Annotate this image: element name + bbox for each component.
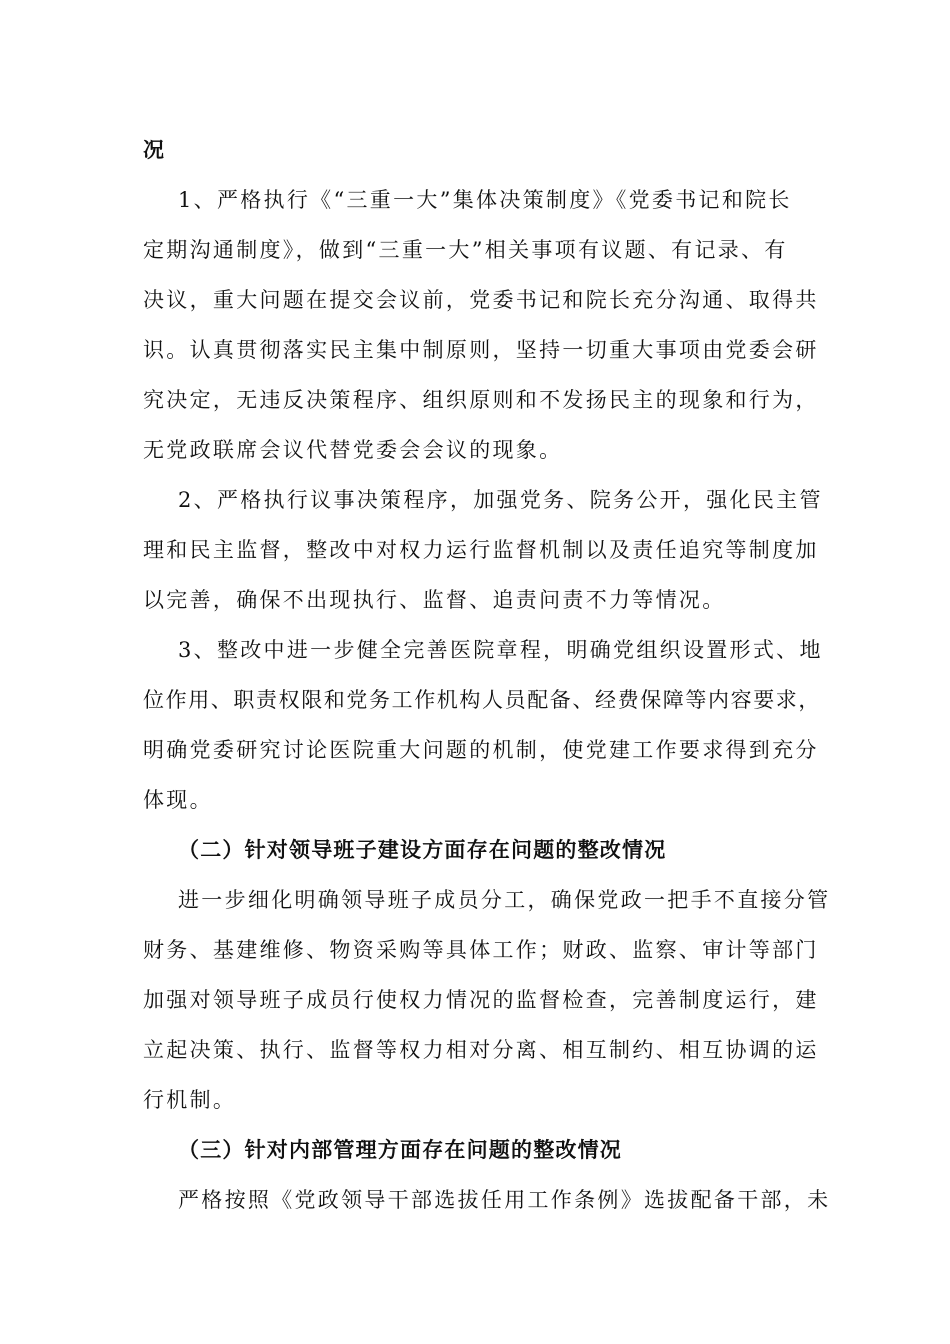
paragraph-4-line-3: 加强对领导班子成员行使权力情况的监督检查，完善制度运行，建 xyxy=(143,988,819,1012)
paragraph-3-line-1: 3、整改中进一步健全完善医院章程，明确党组织设置形式、地 xyxy=(178,638,823,662)
paragraph-1-line-2: 定期沟通制度》，做到“三重一大”相关事项有议题、有记录、有 xyxy=(143,238,788,262)
paragraph-5-line-1: 严格按照《党政领导干部选拔任用工作条例》选拔配备干部，未 xyxy=(178,1188,831,1212)
paragraph-2-line-3: 以完善，确保不出现执行、监督、追责问责不力等情况。 xyxy=(143,588,726,612)
paragraph-3-line-3: 明确党委研究讨论医院重大问题的机制，使党建工作要求得到充分 xyxy=(143,738,819,762)
section-heading-3: （三）针对内部管理方面存在问题的整改情况 xyxy=(178,1138,622,1162)
paragraph-1-line-3: 决议，重大问题在提交会议前，党委书记和院长充分沟通、取得共 xyxy=(143,288,819,312)
paragraph-4-line-4: 立起决策、执行、监督等权力相对分离、相互制约、相互协调的运 xyxy=(143,1038,819,1062)
paragraph-4-line-2: 财务、基建维修、物资采购等具体工作；财政、监察、审计等部门 xyxy=(143,938,819,962)
paragraph-2-line-2: 理和民主监督，整改中对权力运行监督机制以及责任追究等制度加 xyxy=(143,538,819,562)
paragraph-2-line-1: 2、严格执行议事决策程序，加强党务、院务公开，强化民主管 xyxy=(178,488,823,512)
paragraph-1-line-5: 究决定，无违反决策程序、组织原则和不发扬民主的现象和行为， xyxy=(143,388,819,412)
paragraph-3-line-2: 位作用、职责权限和党务工作机构人员配备、经费保障等内容要求， xyxy=(143,688,821,712)
paragraph-1-line-4: 识。认真贯彻落实民主集中制原则，坚持一切重大事项由党委会研 xyxy=(143,338,819,362)
paragraph-1-line-1: 1、严格执行《“三重一大”集体决策制度》《党委书记和院长 xyxy=(178,188,792,212)
paragraph-1-line-6: 无党政联席会议代替党委会会议的现象。 xyxy=(143,438,563,462)
paragraph-3-line-4: 体现。 xyxy=(143,788,213,812)
section-heading-2: （二）针对领导班子建设方面存在问题的整改情况 xyxy=(178,838,667,862)
paragraph-4-line-5: 行机制。 xyxy=(143,1088,237,1112)
heading-continuation: 况 xyxy=(143,138,167,162)
paragraph-4-line-1: 进一步细化明确领导班子成员分工，确保党政一把手不直接分管 xyxy=(178,888,831,912)
